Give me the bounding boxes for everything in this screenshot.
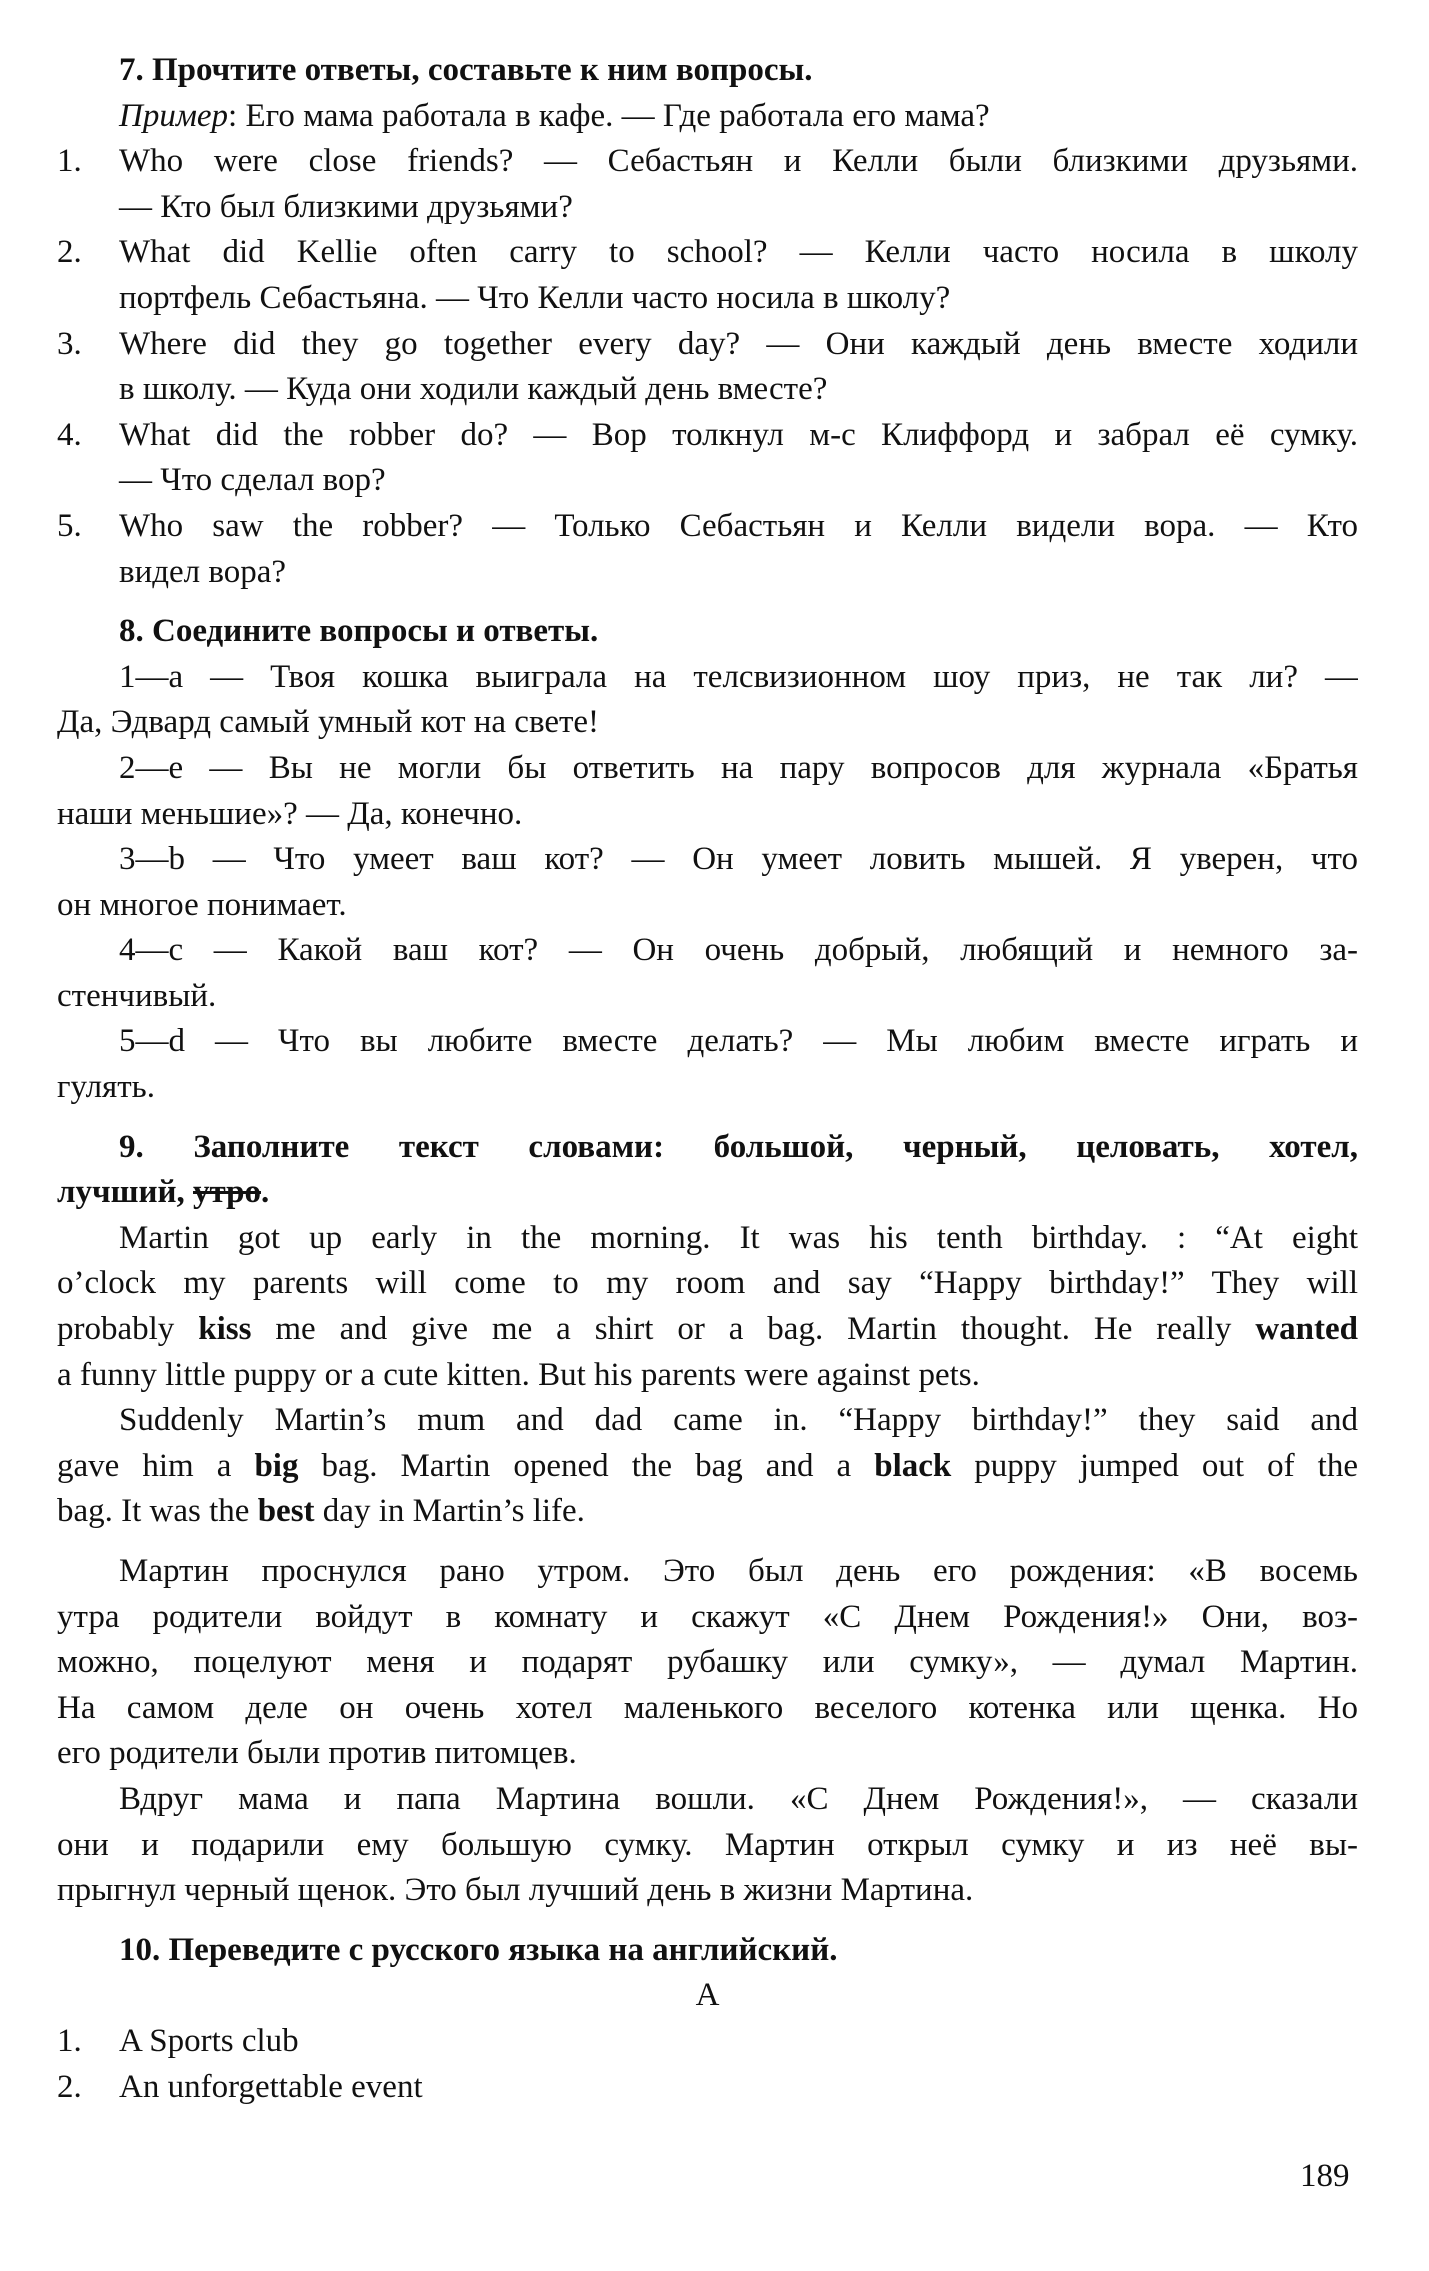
text-run: Вдруг мама и папа Мартина вошли. «С Днем Рождения!», — сказали: [119, 1780, 1358, 1817]
text-run: Мартин проснулся рано утром. Это был день его рождения: «В восемь: [119, 1553, 1358, 1589]
bold-text: wanted: [1255, 1311, 1358, 1348]
text-line: [57, 367, 1358, 413]
bold-text: best: [257, 1493, 315, 1530]
text-run: видел вора?: [119, 553, 287, 590]
text-run: На самом деле он очень хотел маленького веселого котенка или щенка. Но: [57, 1689, 1358, 1726]
text-line: [57, 1489, 1358, 1535]
numbered-item: [57, 139, 1358, 185]
text-run: его родители были против питомцев.: [57, 1735, 577, 1772]
item-number: 3.: [57, 325, 82, 362]
text-run: puppy jumped out of the: [951, 1447, 1358, 1484]
bold-text: лучший,: [57, 1174, 194, 1211]
text-line: [57, 1019, 1358, 1065]
text-line: [57, 974, 1358, 1020]
text-run: What did Kellie often carry to school? — Келли часто носила в школу: [119, 234, 1358, 271]
text-run: они и подарили ему большую сумку. Мартин открыл сумку и из неё вы-: [57, 1826, 1358, 1863]
text-run: Suddenly Martin’s mum and dad came in. “Happy birthday!” they said and: [119, 1402, 1358, 1439]
text-line: [57, 837, 1358, 883]
text-line: [57, 1170, 1358, 1216]
page-number: 189: [1300, 2158, 1350, 2194]
text-run: гулять.: [57, 1069, 155, 1106]
text-run: What did the robber do? — Вор толкнул м-с Клиффорд и забрал её сумку.: [119, 416, 1358, 453]
text-line: [57, 276, 1358, 322]
text-line: [57, 746, 1358, 792]
bold-text: 8. Соедините вопросы и ответы.: [119, 613, 599, 650]
item-number: 2.: [57, 2068, 82, 2105]
text-line: [57, 185, 1358, 231]
text-line: [57, 1549, 1358, 1595]
text-run: Who were close friends? — Себастьян и Келли были близкими друзьями.: [119, 143, 1358, 180]
text-run: day in Martin’s life.: [314, 1493, 585, 1530]
text-line: [57, 1686, 1358, 1732]
text-line: [57, 94, 1358, 140]
text-run: An unforgettable event: [119, 2068, 423, 2105]
text-line: [57, 1444, 1358, 1490]
text-line: [57, 700, 1358, 746]
document-page: [57, 48, 1358, 2110]
text-line: [57, 1731, 1358, 1777]
item-number: 2.: [57, 234, 82, 271]
text-run: 1—a — Твоя кошка выиграла на телсвизионном шоу приз, не так ли? —: [119, 658, 1358, 695]
text-run: 3—b — Что умеет ваш кот? — Он умеет ловить мышей. Я уверен, что: [119, 841, 1358, 878]
text-run: : Его мама работала в кафе. — Где работала его мама?: [228, 97, 990, 134]
text-run: bag. It was the: [57, 1493, 258, 1530]
section-heading: [57, 609, 1358, 655]
text-run: утра родители войдут в комнату и скажут «С Днем Рождения!» Они, воз-: [57, 1598, 1358, 1635]
text-run: он многое понимает.: [57, 886, 347, 923]
text-run: probably: [57, 1311, 199, 1348]
text-run: Where did they go together every day? — Они каждый день вместе ходили: [119, 325, 1358, 362]
text-line: [57, 550, 1358, 596]
text-line: [57, 792, 1358, 838]
text-run: 4—c — Какой ваш кот? — Он очень добрый, любящий и немного за-: [119, 932, 1358, 969]
item-number: 4.: [57, 416, 82, 453]
text-run: наши меньшие»? — Да, конечно.: [57, 795, 523, 832]
bold-text: black: [874, 1447, 952, 1484]
section-heading: [57, 48, 1358, 94]
text-run: Who saw the robber? — Только Себастьян и Келли видели вора. — Кто: [119, 507, 1358, 544]
bold-text: 10. Переведите с русского языка на английский.: [119, 1931, 838, 1968]
text-line: [57, 1823, 1358, 1869]
text-line: [57, 1398, 1358, 1444]
numbered-item: [57, 2019, 1358, 2065]
text-run: — Что сделал вор?: [119, 462, 386, 499]
text-line: [57, 1353, 1358, 1399]
text-run: gave him a: [57, 1447, 255, 1484]
text-line: [57, 1777, 1358, 1823]
text-run: — Кто был близкими друзьями?: [119, 188, 573, 225]
text-line: [57, 1595, 1358, 1641]
item-number: 1.: [57, 2022, 82, 2059]
struck-text: утро: [193, 1174, 261, 1211]
text-run: Да, Эдвард самый умный кот на свете!: [57, 704, 600, 741]
text-run: стенчивый.: [57, 977, 217, 1014]
text-line: [57, 655, 1358, 701]
text-line: [57, 458, 1358, 504]
text-run: Martin got up early in the morning. It was his tenth birthday. : “At eight: [119, 1219, 1358, 1256]
numbered-item: [57, 2065, 1358, 2111]
numbered-item: [57, 413, 1358, 459]
text-run: me and give me a shirt or a bag. Martin thought. He really: [251, 1311, 1256, 1348]
text-run: A: [695, 1977, 720, 2014]
text-run: в школу. — Куда они ходили каждый день вместе?: [119, 371, 828, 408]
text-line: [57, 1216, 1358, 1262]
text-run: a funny little puppy or a cute kitten. But his parents were against pets.: [57, 1356, 980, 1393]
bold-text: 7. Прочтите ответы, составьте к ним вопросы.: [119, 52, 813, 88]
text-run: можно, поцелуют меня и подарят рубашку или сумку», — думал Мартин.: [57, 1644, 1358, 1681]
text-run: 5—d — Что вы любите вместе делать? — Мы любим вместе играть и: [119, 1023, 1358, 1060]
text-line: [57, 1307, 1358, 1353]
text-run: портфель Себастьяна. — Что Келли часто носила в школу?: [119, 279, 951, 316]
numbered-item: [57, 322, 1358, 368]
text-line: [57, 1261, 1358, 1307]
text-run: o’clock my parents will come to my room and say “Happy birthday!” They will: [57, 1265, 1358, 1302]
text-line: [57, 1065, 1358, 1111]
bold-text: 9. Заполните текст словами: большой, черный, целовать, хотел,: [119, 1128, 1358, 1165]
numbered-item: [57, 504, 1358, 550]
text-run: 2—e — Вы не могли бы ответить на пару вопросов для журнала «Братья: [119, 749, 1358, 786]
text-line: [57, 1973, 1358, 2019]
numbered-item: [57, 230, 1358, 276]
section-heading: [57, 1928, 1358, 1974]
text-line: [57, 1868, 1358, 1914]
text-run: A Sports club: [119, 2022, 299, 2059]
text-run: прыгнул черный щенок. Это был лучший день в жизни Мартина.: [57, 1872, 974, 1909]
item-number: 5.: [57, 507, 82, 544]
bold-text: .: [260, 1174, 270, 1211]
item-number: 1.: [57, 143, 82, 180]
italic-text: Пример: [119, 97, 229, 134]
text-line: [57, 928, 1358, 974]
bold-text: kiss: [198, 1311, 252, 1348]
text-run: bag. Martin opened the bag and a: [298, 1447, 875, 1484]
text-line: [57, 1640, 1358, 1686]
bold-text: big: [254, 1447, 299, 1484]
section-heading: [57, 1125, 1358, 1171]
text-line: [57, 883, 1358, 929]
